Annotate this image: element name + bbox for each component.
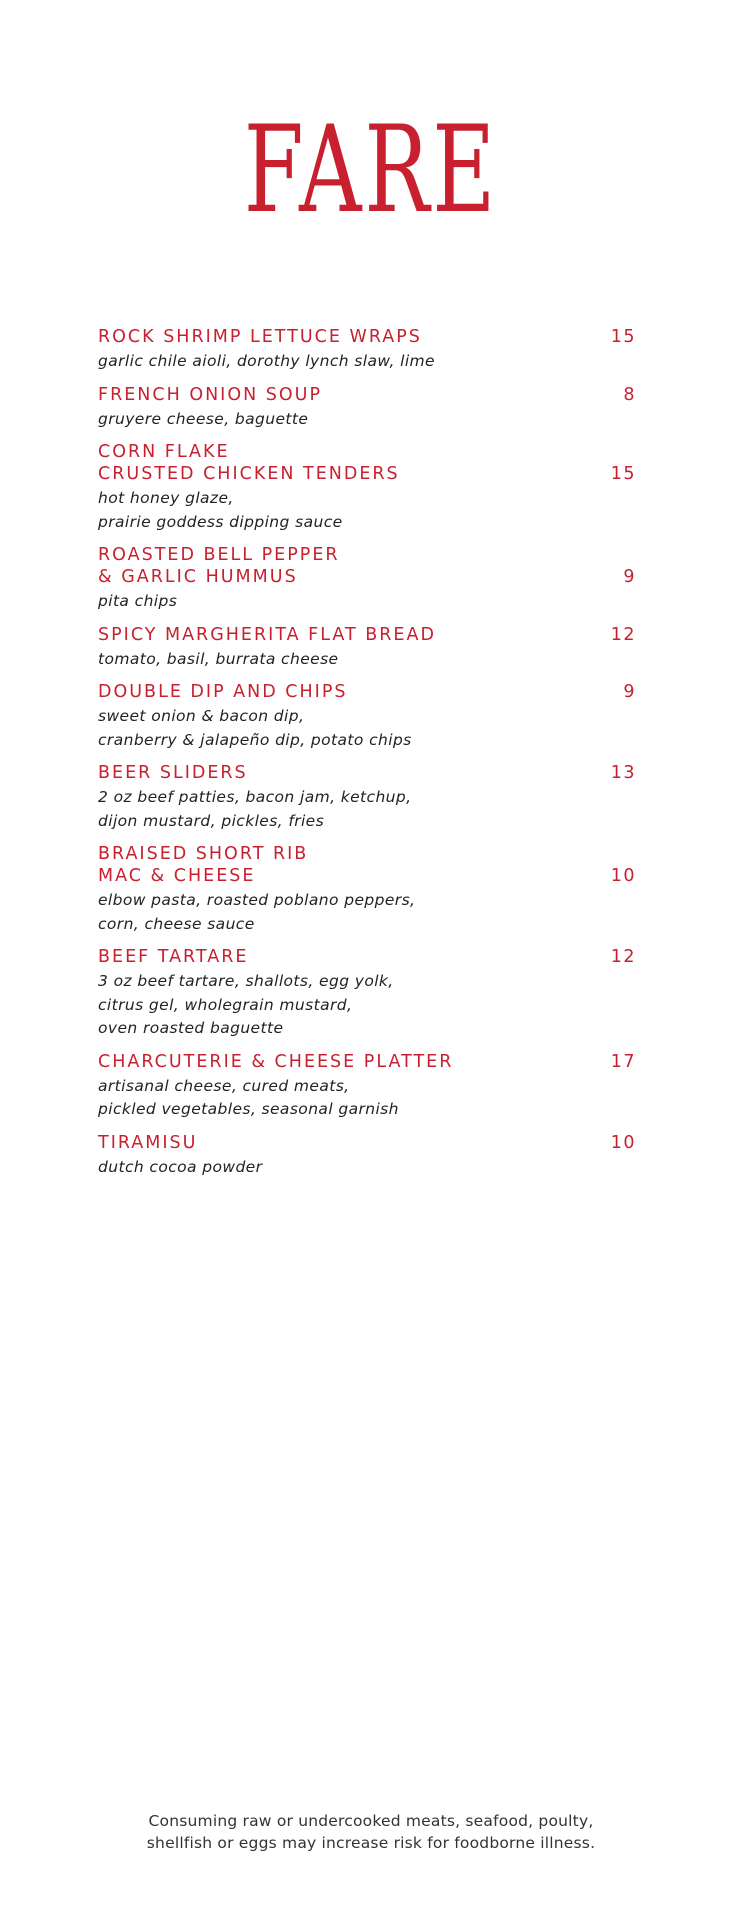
menu-item-price: 12: [610, 624, 636, 645]
menu-item-description: sweet onion & bacon dip, cranberry & jalapeño dip, potato chips: [98, 707, 412, 749]
menu-item-header: [98, 843, 636, 887]
menu-item: [98, 681, 636, 752]
menu-item-header: [98, 946, 636, 968]
menu-item: [98, 946, 636, 1041]
menu-item-description: dutch cocoa powder: [98, 1157, 263, 1176]
menu-item-price: 15: [610, 464, 636, 484]
menu-item: [98, 762, 636, 833]
menu-item-name: CORN FLAKE CRUSTED CHICKEN TENDERS: [98, 442, 400, 484]
menu-item-price: 12: [610, 947, 636, 967]
menu-item-name: BEEF TARTARE: [98, 947, 249, 967]
menu-item-description: elbow pasta, roasted poblano peppers, corn, cheese sauce: [98, 891, 416, 933]
menu-item-header: [98, 1132, 636, 1154]
menu-item-header: [98, 762, 636, 784]
menu-item-price: 17: [610, 1051, 636, 1072]
menu-item-name: CHARCUTERIE & CHEESE PLATTER: [98, 1051, 454, 1072]
menu-item-description: gruyere cheese, baguette: [98, 409, 309, 428]
menu-item-name: DOUBLE DIP AND CHIPS: [98, 682, 348, 702]
menu-item-header: [98, 384, 636, 406]
menu-item-description: tomato, basil, burrata cheese: [98, 649, 339, 668]
fare-logo: FARE: [243, 101, 499, 240]
menu-item-name: BEER SLIDERS: [98, 763, 248, 783]
menu-item: [98, 1051, 636, 1122]
menu-item-header: [98, 326, 636, 348]
menu-item-description: artisanal cheese, cured meats, pickled vegetables, seasonal garnish: [98, 1076, 399, 1118]
menu-item: [98, 624, 636, 672]
menu-item-description: garlic chile aioli, dorothy lynch slaw, lime: [98, 352, 435, 370]
menu-item-name: BRAISED SHORT RIB MAC & CHEESE: [98, 844, 309, 886]
menu-item: [98, 843, 636, 936]
menu-item: [98, 441, 636, 534]
menu-item-name: ROCK SHRIMP LETTUCE WRAPS: [98, 327, 422, 347]
menu-item-header: [98, 1051, 636, 1073]
menu-item-description: hot honey glaze, prairie goddess dipping sauce: [98, 489, 343, 531]
menu-item: [98, 1132, 636, 1180]
menu-item-price: 9: [623, 567, 636, 587]
menu-item: [98, 384, 636, 432]
menu-item-price: 10: [610, 1132, 636, 1153]
menu-item-name: SPICY MARGHERITA FLAT BREAD: [98, 624, 436, 645]
menu-item-description: pita chips: [98, 592, 178, 610]
menu-item-name: FRENCH ONION SOUP: [98, 384, 323, 405]
menu-item-price: 13: [610, 763, 636, 783]
menu-item-price: 10: [610, 866, 636, 886]
menu-item-price: 15: [610, 327, 636, 347]
menu-item-description: 3 oz beef tartare, shallots, egg yolk, citrus gel, wholegrain mustard, oven roasted baguette: [98, 972, 394, 1037]
menu-item-description: 2 oz beef patties, bacon jam, ketchup, dijon mustard, pickles, fries: [98, 788, 412, 830]
menu-item-name: ROASTED BELL PEPPER & GARLIC HUMMUS: [98, 545, 340, 587]
menu-item: [98, 326, 636, 374]
menu-item: [98, 544, 636, 614]
menu-item-name: TIRAMISU: [98, 1132, 198, 1153]
allergy-disclaimer: Consuming raw or undercooked meats, seafood, poulty, shellfish or eggs may increase risk for foodborne illness.: [146, 1812, 596, 1852]
menu-item-price: 8: [623, 384, 636, 405]
menu-item-header: [98, 681, 636, 703]
menu-item-header: [98, 544, 636, 588]
menu-list: [98, 326, 636, 1189]
menu-item-price: 9: [623, 682, 636, 702]
menu-item-header: [98, 624, 636, 646]
menu-item-header: [98, 441, 636, 485]
